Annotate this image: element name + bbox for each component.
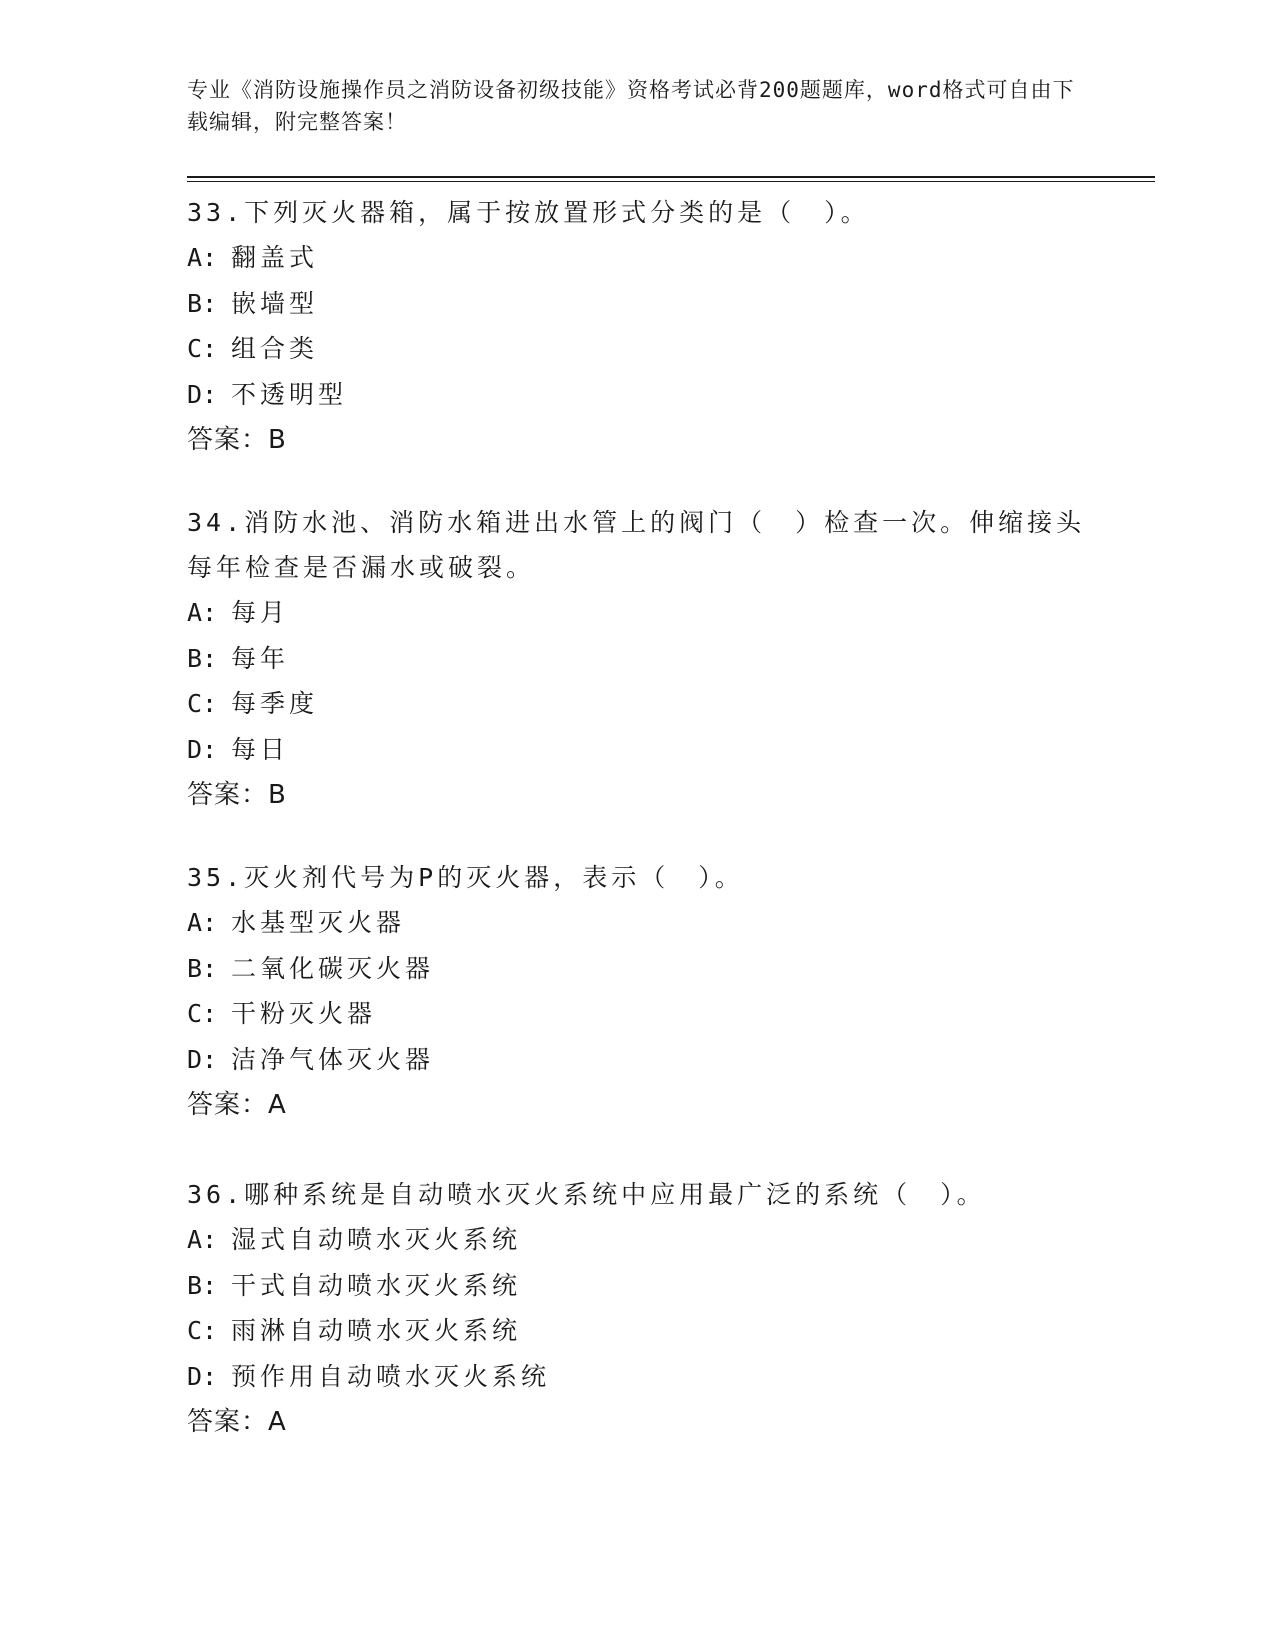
option-text: 每年	[231, 643, 290, 673]
question-35	[187, 855, 1087, 1128]
option-a	[187, 1217, 1087, 1263]
option-a	[187, 235, 1087, 281]
option-text: 不透明型	[231, 379, 348, 409]
option-d	[187, 727, 1087, 773]
question-34	[187, 500, 1087, 818]
option-text: 每月	[231, 598, 290, 627]
option-letter: D:	[187, 1361, 218, 1391]
option-letter: A:	[187, 1225, 218, 1254]
option-letter: C:	[187, 1316, 218, 1345]
option-text: 二氧化碳灭火器	[231, 953, 435, 983]
option-letter: B:	[187, 1270, 218, 1300]
answer-line: 答案：A	[187, 1407, 287, 1437]
option-b	[187, 281, 1087, 327]
question-stem: 36.哪种系统是自动喷水灭火系统中应用最广泛的系统（ ）。	[187, 1180, 986, 1209]
header-divider-thin	[187, 181, 1155, 182]
answer-line: 答案：B	[187, 780, 287, 810]
option-b	[187, 1263, 1087, 1309]
option-letter: C:	[187, 689, 218, 718]
option-text: 干式自动喷水灭火系统	[231, 1270, 522, 1300]
option-letter: A:	[187, 243, 218, 272]
answer-line: 答案：B	[187, 425, 287, 455]
option-d	[187, 1037, 1087, 1083]
question-33	[187, 190, 1087, 463]
option-a	[187, 590, 1087, 636]
option-text: 湿式自动喷水灭火系统	[231, 1225, 522, 1254]
option-text: 组合类	[231, 334, 319, 363]
option-d	[187, 1354, 1087, 1400]
option-d	[187, 372, 1087, 418]
option-letter: B:	[187, 643, 218, 673]
question-stem: 33.下列灭火器箱，属于按放置形式分类的是（ ）。	[187, 198, 870, 227]
option-b	[187, 636, 1087, 682]
option-letter: D:	[187, 734, 218, 764]
option-letter: D:	[187, 379, 218, 409]
option-c	[187, 991, 1087, 1037]
option-b	[187, 946, 1087, 992]
option-letter: A:	[187, 598, 218, 627]
question-stem: 34.消防水池、消防水箱进出水管上的阀门（ ）检查一次。伸缩接头每年检查是否漏水或破裂。	[187, 508, 1086, 582]
option-c	[187, 326, 1087, 372]
document-header: 专业《消防设施操作员之消防设备初级技能》资格考试必背200题题库，word格式可自由下载编辑，附完整答案！	[187, 78, 1075, 134]
option-text: 每日	[231, 734, 290, 764]
option-letter: D:	[187, 1044, 218, 1074]
option-letter: C:	[187, 334, 218, 363]
option-text: 干粉灭火器	[231, 999, 377, 1028]
option-letter: C:	[187, 999, 218, 1028]
option-letter: A:	[187, 908, 218, 937]
header-divider-thick	[187, 176, 1155, 178]
option-text: 洁净气体灭火器	[231, 1044, 435, 1074]
option-text: 雨淋自动喷水灭火系统	[231, 1316, 522, 1345]
option-a	[187, 900, 1087, 946]
question-36	[187, 1172, 1087, 1445]
option-letter: B:	[187, 288, 218, 318]
option-c	[187, 1308, 1087, 1354]
option-text: 每季度	[231, 689, 319, 718]
answer-line: 答案：A	[187, 1090, 287, 1120]
option-letter: B:	[187, 953, 218, 983]
option-text: 嵌墙型	[231, 288, 319, 318]
option-text: 预作用自动喷水灭火系统	[231, 1361, 551, 1391]
option-c	[187, 681, 1087, 727]
question-stem: 35.灭火剂代号为P的灭火器，表示（ ）。	[187, 863, 744, 892]
option-text: 翻盖式	[231, 243, 319, 272]
option-text: 水基型灭火器	[231, 908, 406, 937]
